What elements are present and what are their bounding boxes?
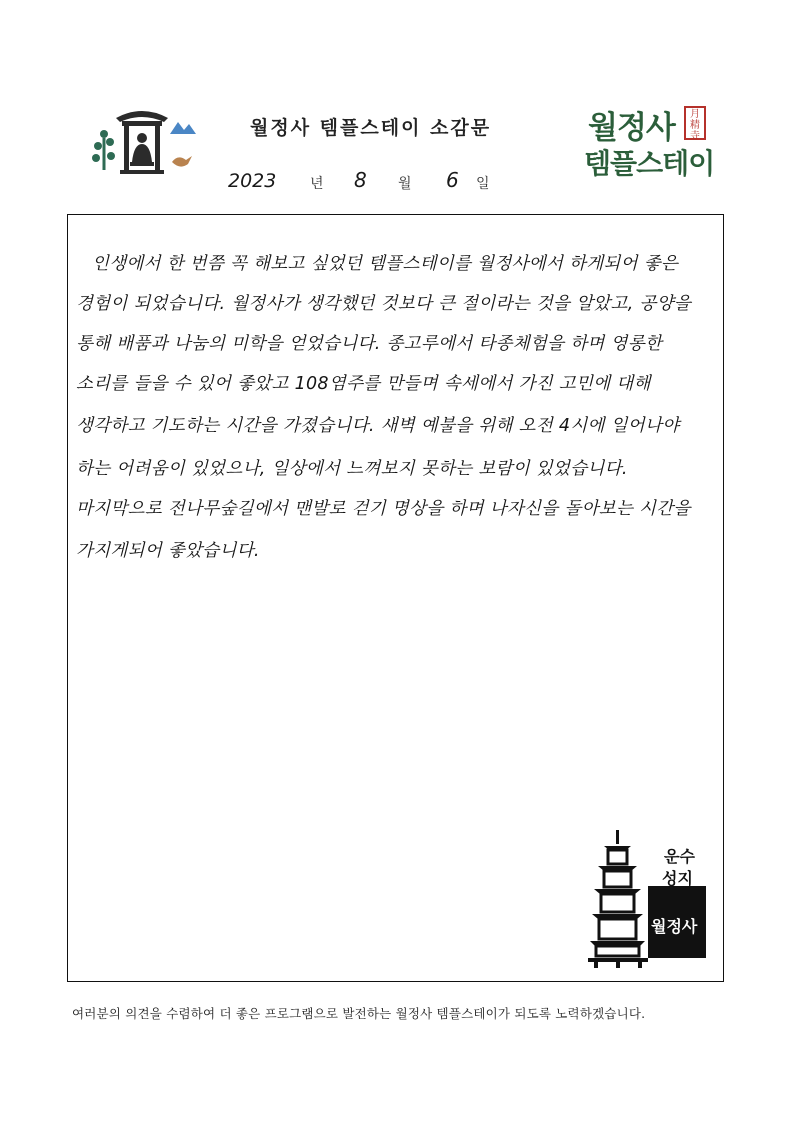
date-month-value: 8 [354, 168, 367, 192]
essay-line: 인생에서 한 번쯤 꼭 해보고 싶었던 템플스테이를 월정사에서 하게되어 좋은 [92, 254, 679, 274]
date-day-value: 6 [446, 168, 459, 192]
essay-line: 통해 배품과 나눔의 미학을 얻었습니다. 종고루에서 타종체험을 하며 영롱한 [76, 334, 663, 354]
essay-line: 마지막으로 전나무숲길에서 맨발로 걷기 명상을 하며 나자신을 돌아보는 시간을 [76, 499, 691, 519]
stamp-text-top: 운수 [664, 847, 695, 866]
essay-line: 생각하고 기도하는 시간을 가졌습니다. 새벽 예불을 위해 오전 4시에 일어나야 [76, 416, 680, 436]
stamp-text-mid: 성지 [662, 869, 693, 888]
logo-text-line2: 템플스테이 [584, 147, 715, 180]
essay-line: 소리를 들을 수 있어 좋았고 108염주를 만들며 속세에서 가진 고민에 대해 [76, 374, 651, 394]
essay-line: 가지게되어 좋았습니다. [76, 541, 260, 561]
logo-text-line1: 월정사 [588, 110, 675, 146]
date-day-label: 일 [476, 176, 490, 192]
red-seal-icon: 月精寺 [684, 106, 706, 140]
essay-line: 하는 어려움이 있었으나, 일상에서 느껴보지 못하는 보람이 있었습니다. [76, 459, 628, 479]
stamp-text-bottom: 월정사 [651, 917, 698, 936]
date-row [228, 168, 528, 198]
date-month-label: 월 [398, 176, 412, 192]
templestay-logo [580, 102, 730, 184]
pagoda-stamp-icon [586, 828, 716, 974]
page-title: 월정사 템플스테이 소감문 [250, 117, 492, 139]
footer-note: 여러분의 의견을 수렴하여 더 좋은 프로그램으로 발전하는 월정사 템플스테이가 되도록 노력하겠습니다. [72, 1006, 646, 1021]
temple-gate-buddha-logo-icon [86, 104, 198, 182]
date-year-value: 2023 [228, 170, 277, 192]
date-year-label: 년 [310, 176, 324, 192]
essay-line: 경험이 되었습니다. 월정사가 생각했던 것보다 큰 절이라는 것을 알았고, 공양을 [76, 294, 692, 314]
